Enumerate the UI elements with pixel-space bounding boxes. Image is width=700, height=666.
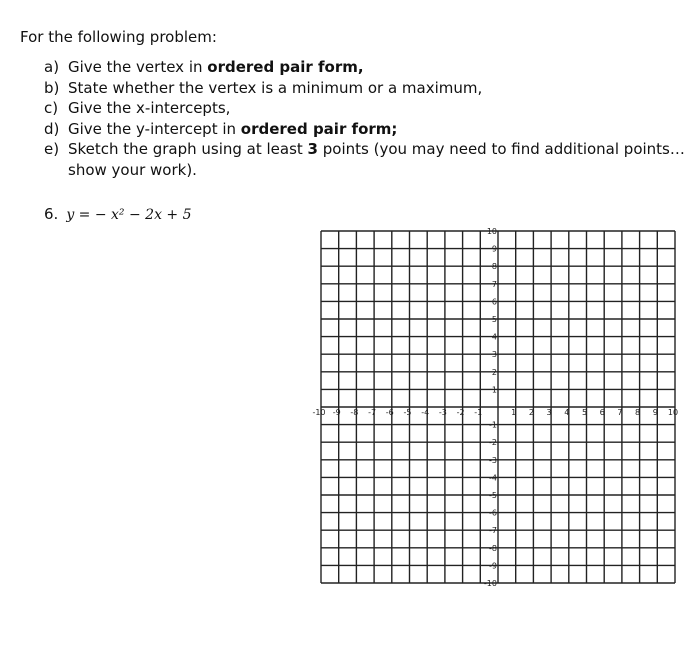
- x-axis-tick-label: 7: [617, 408, 623, 417]
- item-bold-text: 3: [307, 140, 318, 158]
- y-axis-tick-label: 1: [491, 385, 497, 395]
- y-axis-tick-label: -8: [489, 543, 497, 553]
- y-axis-tick-label: -5: [489, 491, 497, 500]
- y-axis-tick-label: -10: [483, 579, 497, 588]
- x-axis-tick-label: 5: [581, 408, 588, 417]
- y-axis-tick-label: -9: [489, 561, 497, 571]
- x-axis-tick-label: -9: [332, 408, 341, 417]
- y-axis-tick-label: -6: [489, 508, 497, 518]
- item-bold-text: ordered pair form;: [240, 119, 398, 138]
- item-text: State whether the vertex is a minimum or a maximum,: [68, 78, 483, 97]
- problem-number: 6.: [44, 205, 59, 223]
- y-axis-tick-label: 8: [491, 262, 497, 272]
- x-axis-tick-label: 8: [635, 408, 641, 417]
- x-axis-tick-label: 6: [599, 408, 605, 417]
- x-axis-tick-label: 1: [511, 408, 517, 417]
- item-text: Give the vertex in: [68, 58, 208, 76]
- item-bold-text: ordered pair form,: [207, 58, 364, 76]
- x-axis-tick-label: 2: [528, 408, 534, 417]
- y-axis-tick-label: 5: [491, 315, 497, 324]
- x-axis-tick-label: -4: [421, 408, 430, 417]
- item-text: Sketch the graph using at least: [68, 140, 308, 158]
- x-axis-tick-label: -3: [438, 408, 447, 417]
- x-axis-tick-label: 3: [546, 408, 552, 417]
- y-axis-tick-label: 4: [491, 332, 497, 342]
- x-axis-tick-label: 10: [667, 408, 679, 417]
- item-label: c): [44, 99, 59, 117]
- y-axis-tick-label: -1: [489, 420, 497, 430]
- y-axis-tick-label: 7: [491, 279, 497, 289]
- x-axis-tick-label: -1: [474, 408, 483, 417]
- y-axis-tick-label: -7: [489, 526, 497, 536]
- item-text: Give the y-intercept in: [68, 119, 241, 138]
- y-axis-tick-label: -4: [489, 473, 497, 483]
- y-axis-tick-label: 6: [491, 297, 497, 307]
- y-axis-tick-label: 3: [491, 350, 497, 360]
- y-axis-tick-label: 2: [491, 367, 497, 377]
- problem-equation: y = − x² − 2x + 5: [66, 207, 192, 223]
- x-axis-tick-label: -5: [403, 408, 412, 417]
- x-axis-tick-label: 9: [652, 408, 658, 417]
- y-axis-tick-label: 9: [491, 244, 497, 254]
- item-text: Give the x-intercepts,: [68, 99, 231, 117]
- x-axis-tick-label: -6: [385, 408, 394, 417]
- y-axis-tick-label: -3: [489, 455, 497, 465]
- x-axis-tick-label: 4: [564, 408, 570, 417]
- item-label: a): [44, 58, 60, 76]
- item-label: b): [44, 78, 60, 97]
- y-axis-tick-label: 10: [486, 227, 497, 236]
- x-axis-tick-label: -8: [350, 408, 359, 417]
- x-axis-tick-label: -7: [368, 408, 377, 417]
- instructions-heading: For the following problem:: [20, 28, 217, 46]
- item-label: e): [44, 140, 60, 158]
- item-label: d): [44, 119, 60, 138]
- item-text-tail: points (you may need to find additional points… show your work).: [68, 140, 685, 179]
- y-axis-tick-label: -2: [489, 438, 497, 448]
- x-axis-tick-label: -10: [312, 408, 326, 417]
- x-axis-tick-label: -2: [456, 408, 465, 417]
